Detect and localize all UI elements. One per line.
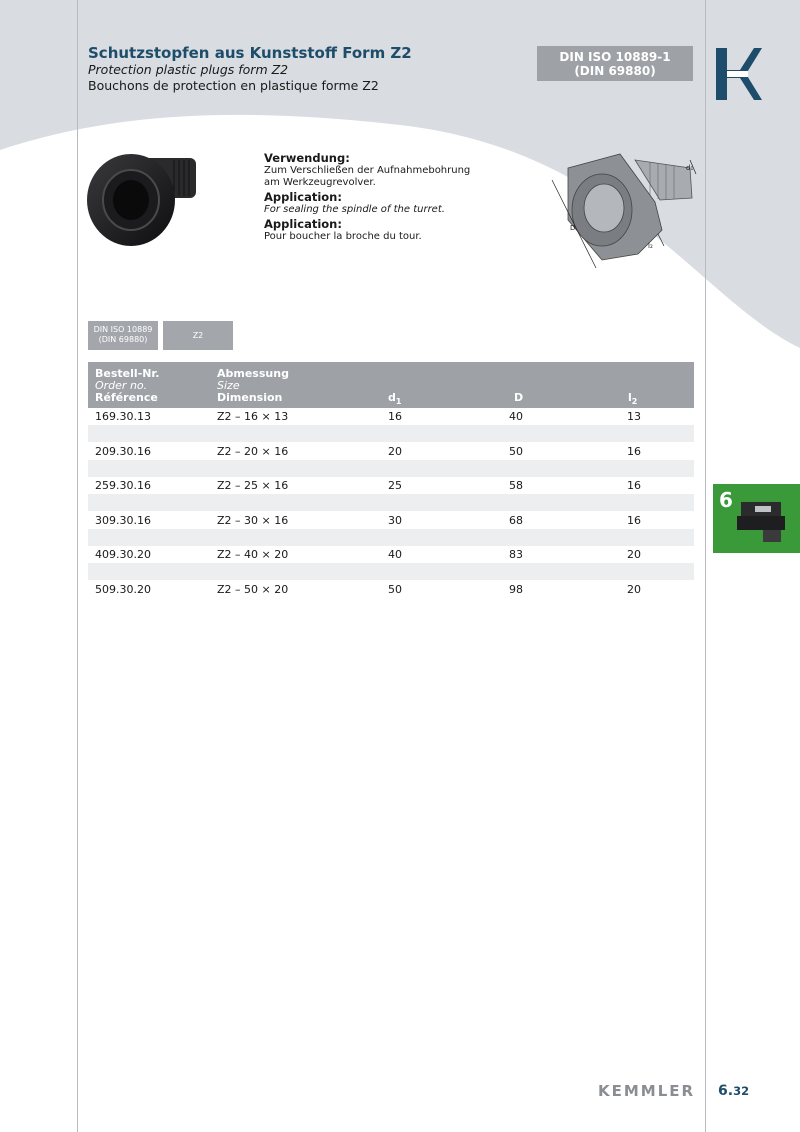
header-dim-en: Size — [217, 379, 240, 392]
cell-d1: 20 — [388, 444, 402, 458]
table-row — [88, 512, 694, 529]
header-order-en: Order no. — [95, 379, 148, 392]
cell-order: 169.30.13 — [95, 410, 151, 423]
cell-l2: 16 — [627, 479, 641, 492]
cell-D: 50 — [509, 444, 523, 458]
page-number: 6.32 — [718, 1083, 750, 1099]
cell-order: 309.30.16 — [95, 513, 151, 527]
drawing-label-D: D — [570, 224, 576, 232]
toolholder-icon — [733, 494, 793, 546]
cell-dim: Z2 – 25 × 16 — [217, 479, 289, 492]
cell-l2: 16 — [627, 444, 641, 458]
cell-d1: 25 — [388, 479, 402, 492]
cell-order: 209.30.16 — [95, 444, 151, 458]
header-dim-de: Abmessung — [217, 367, 289, 380]
table-row — [88, 477, 694, 494]
norm-line-2: (DIN 69880) — [574, 64, 656, 78]
header-D: D — [514, 391, 524, 404]
cell-dim: Z2 – 16 × 13 — [217, 410, 289, 423]
table-header — [88, 362, 694, 408]
usage-description — [264, 152, 504, 245]
cell-l2: 20 — [627, 582, 641, 596]
technical-drawing — [540, 150, 700, 272]
right-margin-line — [705, 0, 706, 1132]
cell-D: 98 — [509, 582, 523, 596]
row-separator — [88, 425, 694, 442]
cell-dim: Z2 – 20 × 16 — [217, 444, 289, 458]
row-separator — [88, 494, 694, 511]
table-row — [88, 546, 694, 563]
norm-tag-line2: (DIN 69880) — [98, 335, 148, 344]
product-photo — [86, 148, 204, 248]
row-separator — [88, 529, 694, 546]
section-tab[interactable] — [713, 484, 800, 553]
usage-heading-de: Verwendung: — [264, 151, 350, 165]
cell-l2: 16 — [627, 513, 641, 527]
header-order-col — [95, 368, 159, 404]
cell-order: 509.30.20 — [95, 582, 151, 596]
cell-l2: 20 — [627, 548, 641, 561]
cell-D: 40 — [509, 410, 523, 423]
usage-text-fr: Pour boucher la broche du tour. — [264, 231, 422, 242]
cell-l2: 13 — [627, 410, 641, 423]
section-number: 6 — [719, 488, 733, 512]
cell-order: 409.30.20 — [95, 548, 151, 561]
cell-d1: 40 — [388, 548, 402, 561]
cell-order: 259.30.16 — [95, 479, 151, 492]
norm-line-1: DIN ISO 10889-1 — [559, 50, 671, 64]
title-french: Bouchons de protection en plastique forme Z2 — [88, 78, 379, 93]
header-dim-fr: Dimension — [217, 391, 283, 404]
drawing-label-l2: l₂ — [648, 242, 653, 250]
cell-D: 83 — [509, 548, 523, 561]
usage-text-de — [264, 165, 504, 189]
header-order-fr: Référence — [95, 391, 158, 404]
norm-tag-line1: DIN ISO 10889 — [93, 325, 153, 334]
row-separator — [88, 563, 694, 580]
cell-d1: 50 — [388, 582, 402, 596]
table-row — [88, 443, 694, 460]
cell-D: 68 — [509, 513, 523, 527]
usage-text-en: For sealing the spindle of the turret. — [264, 204, 445, 215]
title-block — [88, 44, 412, 94]
row-separator — [88, 460, 694, 477]
kemmler-logo-icon — [716, 48, 762, 100]
form-tag: Z2 — [163, 321, 233, 350]
cell-dim: Z2 – 30 × 16 — [217, 513, 289, 527]
drawing-label-d1: d₁ — [686, 164, 694, 172]
cell-dim: Z2 – 40 × 20 — [217, 548, 289, 561]
usage-heading-fr: Application: — [264, 217, 342, 231]
cell-d1: 30 — [388, 513, 402, 527]
cell-dim: Z2 – 50 × 20 — [217, 582, 289, 596]
table-row — [88, 581, 694, 598]
norm-tag — [88, 321, 158, 350]
usage-text-de-line2: am Werkzeugrevolver. — [264, 177, 376, 188]
norm-badge — [537, 46, 693, 81]
title-english: Protection plastic plugs form Z2 — [88, 62, 289, 77]
title-german: Schutzstopfen aus Kunststoff Form Z2 — [88, 44, 412, 62]
header-dim-col — [217, 368, 289, 404]
left-margin-line — [77, 0, 78, 1132]
header-d1: $d_1$ — [388, 391, 402, 407]
cell-D: 58 — [509, 479, 523, 492]
usage-heading-en: Application: — [264, 190, 342, 204]
usage-text-de-line1: Zum Verschließen der Aufnahmebohrung — [264, 165, 471, 176]
footer-brand: KEMMLER — [598, 1082, 696, 1100]
header-order-de: Bestell-Nr. — [95, 367, 160, 380]
table-row — [88, 408, 694, 425]
cell-d1: 16 — [388, 410, 402, 423]
header-l2: $l_2$ — [628, 391, 638, 407]
